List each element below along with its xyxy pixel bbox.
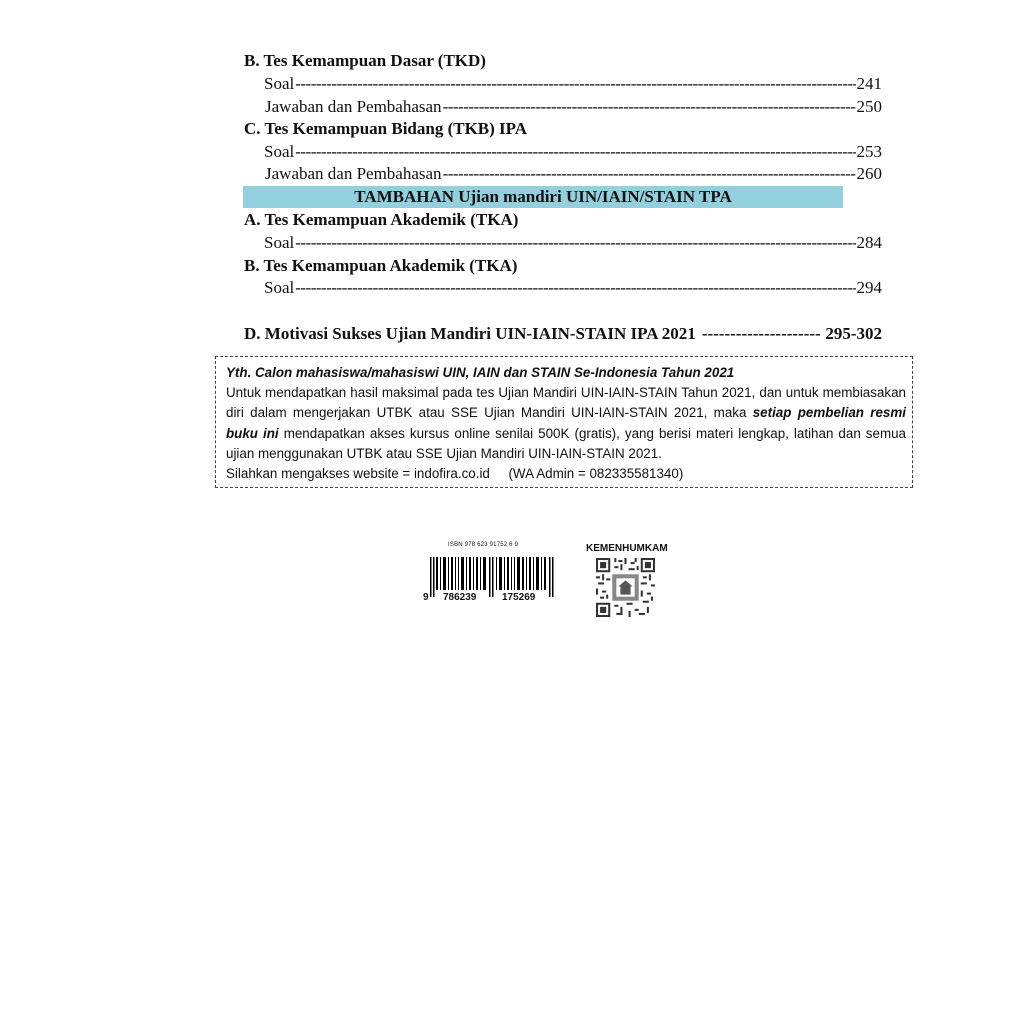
toc-page-number: 284 — [856, 233, 882, 252]
toc-heading-tka-a-text: A. Tes Kemampuan Akademik (TKA) — [244, 210, 519, 229]
kemenhumkam-label: KEMENHUMKAM — [586, 543, 668, 554]
toc-entry-tkb-jawaban[interactable] — [265, 164, 882, 184]
dotted-leader — [702, 324, 822, 344]
toc-entry-tka-b-soal[interactable] — [264, 278, 882, 298]
barcode-digits-right: 175269 — [502, 592, 536, 603]
notice-body — [226, 383, 906, 464]
toc-entry-tkd-soal[interactable] — [264, 74, 882, 94]
notice-contact: Silahkan mengakses website = indofira.co.id (WA Admin = 082335581340) — [226, 466, 684, 482]
tambahan-banner: TAMBAHAN Ujian mandiri UIN/IAIN/STAIN TPA — [243, 186, 843, 208]
dotted-leader — [443, 164, 856, 184]
toc-entry-label: Soal — [264, 142, 295, 161]
toc-heading-tka-a — [244, 210, 518, 230]
notice-box — [215, 356, 913, 488]
toc-heading-tkd-text: B. Tes Kemampuan Dasar (TKD) — [244, 51, 486, 70]
toc-entry-tka-a-soal[interactable] — [264, 233, 882, 253]
barcode-digits-left: 786239 — [443, 592, 477, 603]
toc-page-number: 253 — [856, 142, 882, 161]
toc-page-number: 241 — [856, 74, 882, 93]
notice-greeting: Yth. Calon mahasiswa/mahasiswi UIN, IAIN dan STAIN Se-Indonesia Tahun 2021 — [226, 365, 735, 380]
toc-entry-tkb-soal[interactable] — [264, 142, 882, 162]
dotted-leader — [295, 233, 855, 253]
notice-body-text-continued: mendapatkan akses kursus online senilai 500K (gratis), yang berisi materi lengkap, latihan dan semua ujian menggunakan UTBK atau SSE Ujian Mandiri UIN-IAIN-STAIN 2021. — [226, 425, 907, 461]
toc-entry-tkd-jawaban[interactable] — [265, 97, 882, 117]
toc-heading-motivasi-text: D. Motivasi Sukses Ujian Mandiri UIN-IAIN-STAIN IPA 2021 — [244, 324, 696, 343]
dotted-leader — [295, 142, 855, 162]
toc-page-number: 260 — [856, 164, 882, 183]
toc-heading-tka-b — [244, 256, 517, 276]
toc-entry-motivasi[interactable] — [244, 324, 882, 344]
dotted-leader — [443, 97, 856, 117]
qr-code — [596, 558, 655, 617]
toc-entry-label: Soal — [264, 74, 295, 93]
dotted-leader — [295, 74, 855, 94]
dotted-leader — [295, 278, 855, 298]
toc-page-number: 250 — [856, 97, 882, 116]
toc-page-number: 294 — [856, 278, 882, 297]
toc-entry-label: Soal — [264, 278, 295, 297]
toc-heading-tka-b-text: B. Tes Kemampuan Akademik (TKA) — [244, 256, 518, 275]
toc-heading-tkd — [244, 51, 486, 71]
toc-entry-label: Jawaban dan Pembahasan — [265, 164, 442, 183]
toc-entry-label: Soal — [264, 233, 295, 252]
notice-body-text: Untuk mendapatkan hasil maksimal pada tes Ujian Mandiri UIN-IAIN-STAIN Tahun 2021, dan untuk membiasakan diri dalam mengerjakan UTBK atau SSE Ujian Mandiri UIN-IAIN-STAIN 2021, maka — [226, 385, 906, 421]
toc-heading-tkb — [244, 119, 527, 139]
isbn-barcode — [430, 557, 554, 597]
toc-heading-tkb-text: C. Tes Kemampuan Bidang (TKB) IPA — [244, 119, 528, 138]
notice-emphasis: setiap pembelian resmi buku ini — [226, 405, 906, 441]
isbn-caption: ISBN 978 623 91752 6 9 — [448, 542, 519, 548]
toc-entry-label: Jawaban dan Pembahasan — [265, 97, 442, 116]
barcode-digit-first: 9 — [423, 592, 429, 603]
toc-page-number: 295-302 — [825, 324, 882, 343]
